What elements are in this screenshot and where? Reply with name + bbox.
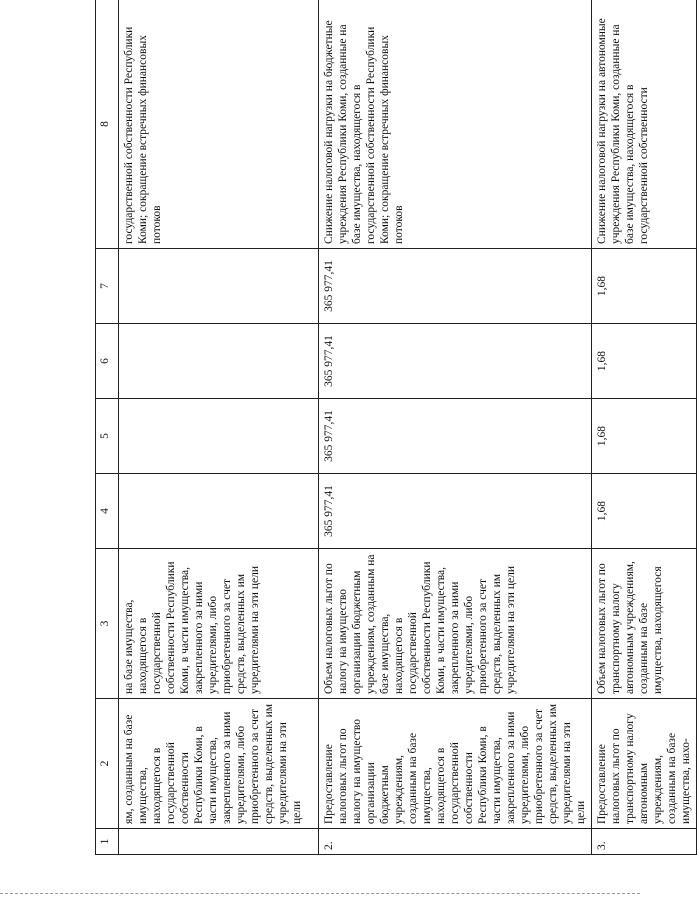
measure-name: Предоставление налоговых льгот по налогу на имущество организации бюджетным учреждениям, созданным на базе имущества, находящегося в государственной собственности Республики Коми, в части имущества, закрепленного за ними учредителями, либо приобретенного за счет средств, выделенных им учредителями на эти цели [319,699,592,829]
value-col5 [119,399,319,474]
value-col5: 365 977,41 [319,399,592,474]
rotated-table-wrapper [95,0,692,855]
row-number: 2. [319,829,592,855]
header-cell: 8 [96,0,119,249]
header-row [96,0,119,855]
header-cell: 2 [96,699,119,829]
table-row [592,0,697,855]
indicator-name: Объем налоговых льгот по налогу на имущество организации бюджетным учреждениям, созданным на базе имущества, находящегося в государственной собственности Республики Коми, в части имущества, закрепленного за ними учредителями, либо приобретенного за счет средств, выделенных им учредителями на эти цели [319,549,592,699]
value-col6 [119,324,319,399]
row-number: 3. [592,829,697,855]
row-number [119,829,319,855]
header-cell: 6 [96,324,119,399]
value-col4 [119,474,319,549]
indicator-name: Объем налоговых льгот по транспортному налогу автономным учреждениям, созданным на базе имущества, находящегося [592,549,697,699]
value-col7: 365 977,41 [319,249,592,324]
budget-table [95,0,697,855]
value-col7 [119,249,319,324]
expected-result: Снижение налоговой нагрузки на автономные учреждения Республики Коми, созданные на базе имущества, находящегося в государственной собственности [592,0,697,249]
indicator-name: на базе имущества, находящегося в государственной собственности Республики Коми, в части имущества, закрепленного за ними учредителями, либо приобретенного за счет средств, выделенных им учредителями на эти цели [119,549,319,699]
table-row [119,0,319,855]
table-row [319,0,592,855]
header-cell: 3 [96,549,119,699]
measure-name: ям, созданным на базе имущества, находящегося в государственной собственности Республики Коми, в части имущества, закрепленного за ними учредителями, либо приобретенного за счет средств, выделенных им учредителями на эти цели [119,699,319,829]
header-cell: 5 [96,399,119,474]
value-col4: 365 977,41 [319,474,592,549]
scan-edge-line [0,893,640,894]
value-col6: 365 977,41 [319,324,592,399]
header-cell: 1 [96,829,119,855]
value-col6: 1,68 [592,324,697,399]
value-col4: 1,68 [592,474,697,549]
expected-result: Снижение налоговой нагрузки на бюджетные учреждения Республики Коми, созданные на базе имущества, находящегося в государственной собственности Республики Коми; сокращение встречных финансовых потоков [319,0,592,249]
header-cell: 7 [96,249,119,324]
measure-name: Предоставление налоговых льгот по транспортному налогу автономным учреждениям, созданным на базе имущества, нахо- [592,699,697,829]
header-cell: 4 [96,474,119,549]
expected-result: государственной собственности Республики Коми; сокращение встречных финансовых потоков [119,0,319,249]
value-col7: 1,68 [592,249,697,324]
value-col5: 1,68 [592,399,697,474]
